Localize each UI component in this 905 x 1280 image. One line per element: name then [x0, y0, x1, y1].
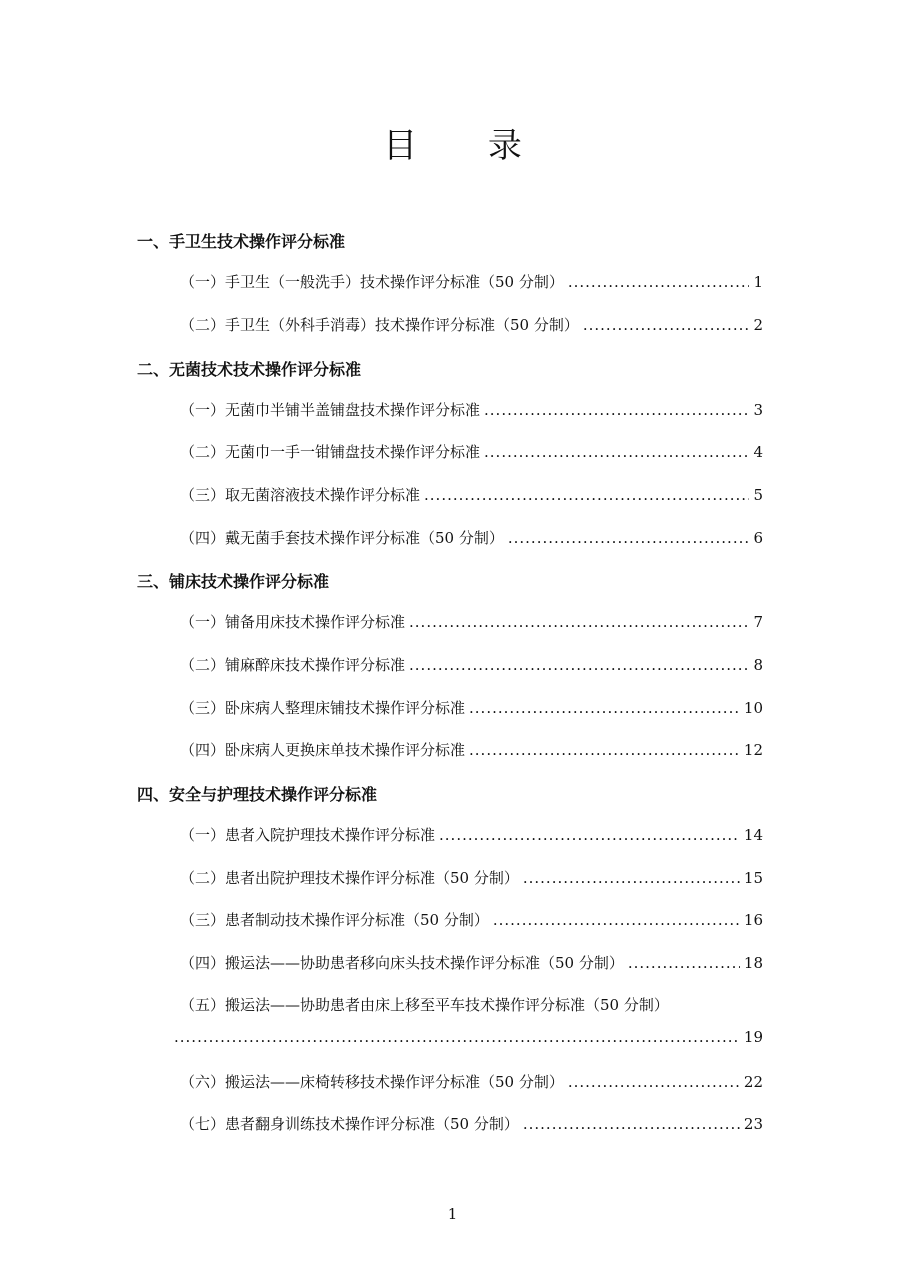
- toc-entry[interactable]: [180, 271, 763, 292]
- toc-entry[interactable]: [180, 484, 763, 505]
- toc-entry[interactable]: [180, 824, 763, 845]
- toc-entry[interactable]: [180, 1113, 763, 1134]
- toc-entry-page: 6: [753, 529, 763, 547]
- toc-entry-page: 7: [753, 613, 763, 631]
- toc-entry-page: 23: [743, 1115, 763, 1133]
- toc-entry-page: 2: [753, 316, 763, 334]
- toc-entry[interactable]: [180, 527, 763, 548]
- page-title: 目 录: [383, 126, 552, 166]
- toc-leader-dots: [568, 1073, 740, 1091]
- toc-entry-title: （一）铺备用床技术操作评分标准: [180, 613, 406, 631]
- toc-leader-dots: [424, 486, 749, 504]
- toc-entry-title: （七）患者翻身训练技术操作评分标准（50 分制）: [180, 1115, 519, 1133]
- toc-leader-dots: [409, 656, 749, 674]
- toc-entry-title: （一）手卫生（一般洗手）技术操作评分标准（50 分制）: [180, 273, 564, 291]
- toc-section-heading: 一、手卫生技术操作评分标准: [137, 232, 346, 251]
- toc-leader-dots: [409, 613, 749, 631]
- toc-section-heading: 四、安全与护理技术操作评分标准: [137, 785, 378, 804]
- toc-entry-page: 10: [743, 699, 763, 717]
- toc-entry-title: （四）卧床病人更换床单技术操作评分标准: [180, 741, 466, 759]
- toc-entry-page: 15: [743, 869, 763, 887]
- toc-entry[interactable]: [180, 697, 763, 718]
- toc-entry[interactable]: [180, 1071, 763, 1092]
- toc-entry-title: （二）患者出院护理技术操作评分标准（50 分制）: [180, 869, 519, 887]
- toc-leader-dots: [174, 1028, 738, 1046]
- toc-section-heading: 三、铺床技术操作评分标准: [137, 572, 330, 591]
- toc-leader-dots: [484, 443, 749, 461]
- toc-entry[interactable]: [180, 611, 763, 632]
- toc-entry[interactable]: [180, 399, 763, 420]
- toc-leader-dots: [523, 1115, 740, 1133]
- toc-entry-page: 19: [743, 1028, 763, 1046]
- toc-leader-dots: [493, 911, 740, 929]
- toc-entry-page: 1: [753, 273, 763, 291]
- toc-entry-page: 18: [743, 954, 763, 972]
- toc-leader-dots: [484, 401, 749, 419]
- toc-leader-dots: [469, 741, 740, 759]
- toc-entry[interactable]: [180, 441, 763, 462]
- toc-entry-title: （一）无菌巾半铺半盖铺盘技术操作评分标准: [180, 401, 481, 419]
- toc-leader-dots: [628, 954, 740, 972]
- toc-entry-title[interactable]: （五）搬运法——协助患者由床上移至平车技术操作评分标准（50 分制）: [180, 996, 669, 1014]
- toc-entry[interactable]: [180, 654, 763, 675]
- toc-entry-page: 22: [743, 1073, 763, 1091]
- toc-entry-title: （四）戴无菌手套技术操作评分标准（50 分制）: [180, 529, 504, 547]
- toc-entry[interactable]: [180, 952, 763, 973]
- toc-leader-dots: [523, 869, 740, 887]
- toc-entry[interactable]: [180, 867, 763, 888]
- toc-entry-continuation[interactable]: [174, 1028, 763, 1046]
- toc-entry-page: 4: [753, 443, 763, 461]
- toc-entry-title: （三）患者制动技术操作评分标准（50 分制）: [180, 911, 489, 929]
- toc-leader-dots: [583, 316, 750, 334]
- toc-entry-page: 5: [753, 486, 763, 504]
- toc-leader-dots: [568, 273, 750, 291]
- toc-entry-title: （六）搬运法——床椅转移技术操作评分标准（50 分制）: [180, 1073, 564, 1091]
- toc-entry[interactable]: [180, 314, 763, 335]
- toc-leader-dots: [508, 529, 750, 547]
- toc-entry-title: （二）铺麻醉床技术操作评分标准: [180, 656, 406, 674]
- toc-entry-title: （一）患者入院护理技术操作评分标准: [180, 826, 436, 844]
- toc-leader-dots: [439, 826, 740, 844]
- page-number: 1: [447, 1205, 458, 1223]
- toc-entry[interactable]: [180, 909, 763, 930]
- toc-entry[interactable]: [180, 739, 763, 760]
- toc-entry-title: （二）手卫生（外科手消毒）技术操作评分标准（50 分制）: [180, 316, 579, 334]
- toc-entry-title: （三）卧床病人整理床铺技术操作评分标准: [180, 699, 466, 717]
- toc-entry-page: 3: [753, 401, 763, 419]
- toc-entry-title: （三）取无菌溶液技术操作评分标准: [180, 486, 421, 504]
- toc-section-heading: 二、无菌技术技术操作评分标准: [137, 360, 362, 379]
- toc-leader-dots: [469, 699, 740, 717]
- toc-entry-page: 16: [743, 911, 763, 929]
- toc-entry-page: 12: [743, 741, 763, 759]
- toc-entry-page: 14: [743, 826, 763, 844]
- toc-entry-title: （四）搬运法——协助患者移向床头技术操作评分标准（50 分制）: [180, 954, 624, 972]
- toc-entry-title: （二）无菌巾一手一钳铺盘技术操作评分标准: [180, 443, 481, 461]
- toc-entry-page: 8: [753, 656, 763, 674]
